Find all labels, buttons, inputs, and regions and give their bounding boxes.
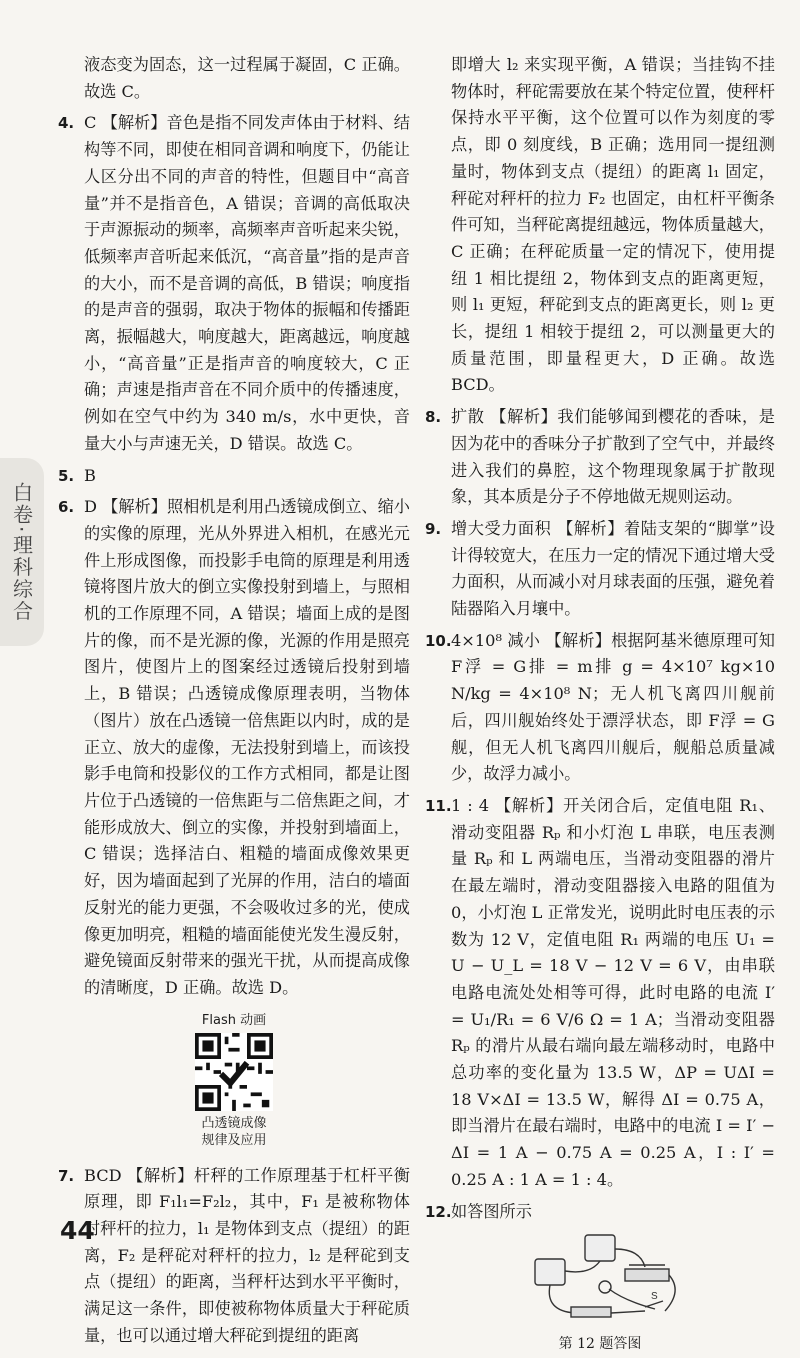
qr-code-icon[interactable] xyxy=(195,1033,273,1111)
answer-4 xyxy=(58,110,410,457)
answer-number: 10. xyxy=(425,631,452,650)
answer-11 xyxy=(425,793,775,1194)
qr-caption-1: 凸透镜成像 xyxy=(201,1115,267,1131)
answer-text: C 【解析】音色是指不同发声体由于材料、结构等不同，即使在相同音调和响度下，仍能让人区分出不同的声音的特性，但题目中“高音量”并不是指音色，A 错误；音调的高低取决于声源振动的频率，高频率声音听起来尖锐，低频率声音听起来低沉，“高音量”指的是声音的大小，而不是音调的高低，B 错误；响度指的是声音的强弱，取决于物体的振幅和传播距离，振幅越大，响度越大，距离越远，响度越小，“高音量”正是指声音的响度较大，C 正确；声速是指声音在不同介质中的传播速度，例如在空气中约为 340 m/s，水中更快，音量大小与声速无关，D 错误。故选 C。 xyxy=(84,113,410,453)
circuit-diagram-icon xyxy=(505,1231,695,1327)
answer-8 xyxy=(425,404,775,511)
q7-continuation: 即增大 l₂ 来实现平衡，A 错误；当挂钩不挂物体时，秤砣需要放在某个特定位置，使秤杆保持水平平衡，这个位置可以作为刻度的零点，即 0 刻度线，B 正确；选用同一提纽测量时，物体到支点（提纽）的距离 l₁ 固定，秤砣对秤杆的拉力 F₂ 也固定，由杠杆平衡条件可知，当秤砣离提纽越远，物体质量越大，C 正确；在秤砣质量一定的情况下，使用提纽 1 相比提纽 2，物体到支点的距离更短，则 l₁ 更短，秤砣到支点的距离更长，则 l₂ 更长，提纽 1 相较于提纽 2，可以测量更大的质量范围，即量程更大，D 正确。故选 BCD。 xyxy=(451,55,775,395)
qr-top-label: Flash 动画 xyxy=(201,1012,267,1028)
answer-text: 4×10⁸ 减小 【解析】根据阿基米德原理可知 F浮 = G排 = m排 g = 4×10⁷ kg×10 N/kg = 4×10⁸ N；无人机飞离四川舰前后，四川舰始终处于漂浮状态，即 F浮 = G舰，但无人机飞离四川舰后，舰船总质量减少，故浮力减小。 xyxy=(451,630,775,784)
answer-text-part-2: 1 A；当滑动变阻器 Rₚ 的滑片从最右端向最左端移动时，电路中总功率的变化量为 13.5 W，ΔP = UΔI = 18 V×ΔI = 13.5 W，解得 ΔI = 0.75 A，即当滑片在最右端时，电路中的电流 I = I′ − ΔI = 1 A − 0.75 A = 0.25 A，I : I′ = 0.25 A : 1 A = 1 : 4。 xyxy=(451,1009,775,1189)
answer-number: 4. xyxy=(58,114,75,133)
circuit-figure xyxy=(425,1231,775,1358)
answer-text: 扩散 【解析】我们能够闻到樱花的香味，是因为花中的香味分子扩散到了空气中，并最终进入我们的鼻腔，这个物理现象属于扩散现象，其本质是分子不停地做无规则运动。 xyxy=(451,407,775,507)
answer-text xyxy=(451,793,775,1194)
answer-text: BCD 【解析】杆秤的工作原理基于杠杆平衡原理，即 F₁l₁=F₂l₂，其中，F₁ 是被称物体对秤杆的拉力，l₁ 是物体到支点（提纽）的距离，F₂ 是秤砣对秤杆的拉力，l₂ 是秤砣到支点（提纽）的距离，当秤杆达到水平平衡时，满足这一条件，即使被称物体质量大于秤砣质量，也可以通过增大秤砣到提纽的距离 xyxy=(84,1165,410,1345)
qr-caption-2: 规律及应用 xyxy=(201,1132,267,1148)
answer-12 xyxy=(425,1199,775,1226)
q3-continuation: 液态变为固态，这一过程属于凝固，C 正确。故选 C。 xyxy=(84,55,410,101)
answer-text: 增大受力面积 【解析】着陆支架的“脚掌”设计得较宽大，在压力一定的情况下通过增大受力面积，从而减小对月球表面的压强，避免着陆器陷入月壤中。 xyxy=(451,518,775,619)
answer-number: 5. xyxy=(58,466,75,485)
answer-9 xyxy=(425,516,775,623)
right-column xyxy=(425,52,775,1358)
answer-10 xyxy=(425,628,775,788)
answer-number: 9. xyxy=(425,519,442,538)
answer-5 xyxy=(58,463,410,490)
answer-text: B xyxy=(84,465,96,485)
left-column xyxy=(58,52,410,1350)
answer-text: 如答图所示 xyxy=(451,1201,532,1221)
answer-number: 12. xyxy=(425,1202,452,1221)
answer-number: 11. xyxy=(425,796,452,815)
answer-text: D 【解析】照相机是利用凸透镜成倒立、缩小的实像的原理，光从外界进入相机，在感光元件上形成图像，而投影手电筒的原理是利用透镜将图片放大的倒立实像投射到墙上，与照相机的工作原理不同，A 错误；墙面上成的是图片的像，而不是光源的像，光源的作用是照亮图片，使图片上的图案经过透镜后投射到墙上，B 错误；凸透镜成像原理表明，当物体（图片）放在凸透镜一倍焦距以内时，成的是正立、放大的虚像，无法投射到墙上，而该投影手电筒和投影仪的工作方式相同，都是让图片位于凸透镜的一倍焦距与二倍焦距之间，才能形成放大、倒立的实像，并投射到墙面上，C 错误；选择洁白、粗糙的墙面成像效果更好，因为墙面起到了光屏的作用，洁白的墙面反射光的能力更强，不会吸收过多的光，使成像更加明亮，粗糙的墙面能使光发生漫反射，避免镜面反射带来的强光干扰，从而提高成像的清晰度，D 正确。故选 D。 xyxy=(84,497,410,997)
page-number: 44 xyxy=(60,1216,95,1245)
answer-number: 7. xyxy=(58,1166,75,1185)
figure-caption: 第 12 题答图 xyxy=(558,1336,642,1353)
answer-number: 8. xyxy=(425,408,442,427)
qr-block xyxy=(58,1012,410,1149)
answer-7 xyxy=(58,1163,410,1350)
answer-text-part-1: 1 : 4 【解析】开关闭合后，定值电阻 R₁、滑动变阻器 Rₚ 和小灯泡 L 串联，电压表测量 Rₚ 和 L 两端电压，当滑动变阻器的滑片在最左端时，滑动变阻器接入电路的阻值为 0，小灯泡 L 正常发光，说明此时电压表的示数为 12 V，定值电阻 R₁ 两端的电压 U₁ = U − U_L = 18 V − 12 V = 6 V，由串联电路电流处处相等可得，此时电路的电流 I′ = U₁/R₁ = 6 V/6 Ω = xyxy=(451,795,775,1029)
answer-number: 6. xyxy=(58,498,75,517)
answer-6 xyxy=(58,494,410,1001)
side-tab: 白卷·理科综合 xyxy=(0,458,44,646)
svg-text:S: S xyxy=(651,1291,658,1303)
